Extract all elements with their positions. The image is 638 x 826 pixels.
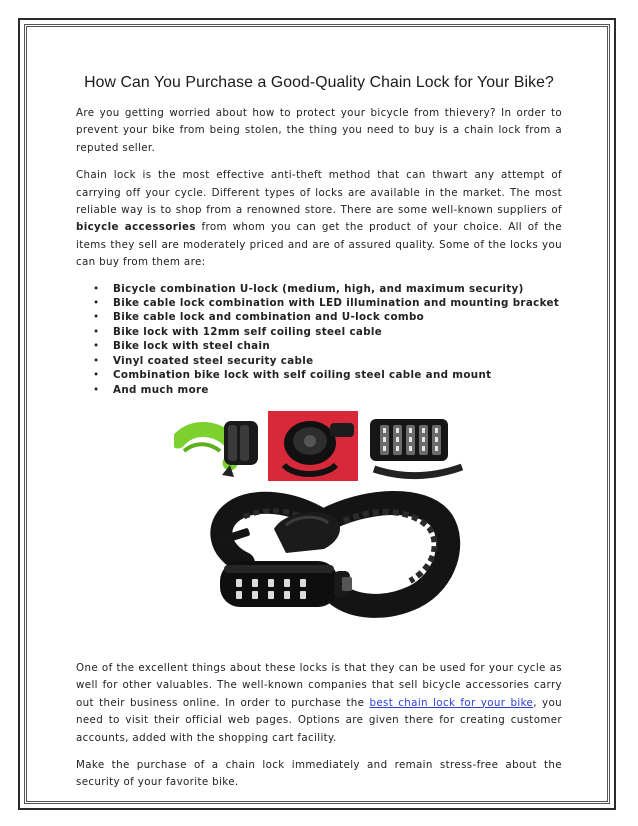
bullet-icon: •	[93, 354, 100, 367]
combination-dial-thumbnail	[360, 411, 466, 481]
list-item: • Combination bike lock with self coiling steel cable and mount	[93, 369, 492, 382]
main-chain-lock	[214, 503, 449, 607]
red-mount-lock-thumbnail	[268, 411, 358, 481]
chain-lock-illustration	[174, 411, 466, 636]
bullet-icon: •	[93, 325, 100, 338]
list-item: • Bike cable lock combination with LED illumination and mounting bracket	[93, 297, 560, 310]
chain-lock-text-start: Chain lock is the most effective anti-theft method that can thwart any attempt of carrying off your cycle. Different types of locks are available in the market. The most reliable way is to shop from a renowned store. There are some well-known suppliers of	[76, 169, 562, 217]
bullet-icon: •	[93, 297, 100, 310]
bullet-icon: •	[93, 311, 100, 324]
bullet-icon: •	[93, 383, 100, 396]
chain-lock-text-end: from whom you can get the product of your choice. All of the items they sell are moderately priced and are of assured quality. Some of the locks you can buy from them are:	[76, 221, 562, 269]
bullet-icon: •	[93, 340, 100, 353]
closing-paragraph: Make the purchase of a chain lock immediately and remain stress-free about the security of your favorite bike.	[76, 758, 562, 789]
best-chain-lock-link[interactable]: best chain lock for your bike	[369, 696, 534, 709]
article-title: How Can You Purchase a Good-Quality Chain Lock for Your Bike?	[84, 74, 554, 91]
valuables-text-start: One of the excellent things about these locks is that they can be used for your cycle as well for other valuables. The well-known companies that sell bicycle accessories carry out their business online. In order to purchase the	[76, 661, 562, 709]
article	[76, 74, 562, 802]
list-item: • And much more	[93, 383, 209, 396]
list-item: • Bicycle combination U-lock (medium, high, and maximum security)	[93, 282, 524, 295]
list-item: • Bike cable lock and combination and U-lock combo	[93, 311, 425, 324]
list-item: • Bike lock with 12mm self coiling steel cable	[93, 325, 383, 338]
intro-paragraph: Are you getting worried about how to protect your bicycle from thievery? In order to prevent your bike from being stolen, the thing you need to buy is a chain lock from a reputed seller.	[76, 107, 562, 154]
list-item: • Vinyl coated steel security cable	[93, 354, 314, 367]
bicycle-accessories-bold: bicycle accessories	[76, 221, 196, 234]
chain-lock-paragraph	[76, 167, 562, 271]
bullet-icon: •	[93, 369, 100, 382]
lock-types-list	[76, 282, 562, 397]
chain-lock-product-photo	[174, 411, 466, 636]
bullet-icon: •	[93, 282, 100, 295]
valuables-text-end: , you need to visit their official web pages. Options are given there for creating customer accounts, added with the shopping cart facility.	[76, 696, 563, 744]
green-cable-lock-thumbnail	[174, 411, 266, 481]
valuables-paragraph	[76, 660, 562, 747]
list-item: • Bike lock with steel chain	[93, 340, 271, 353]
